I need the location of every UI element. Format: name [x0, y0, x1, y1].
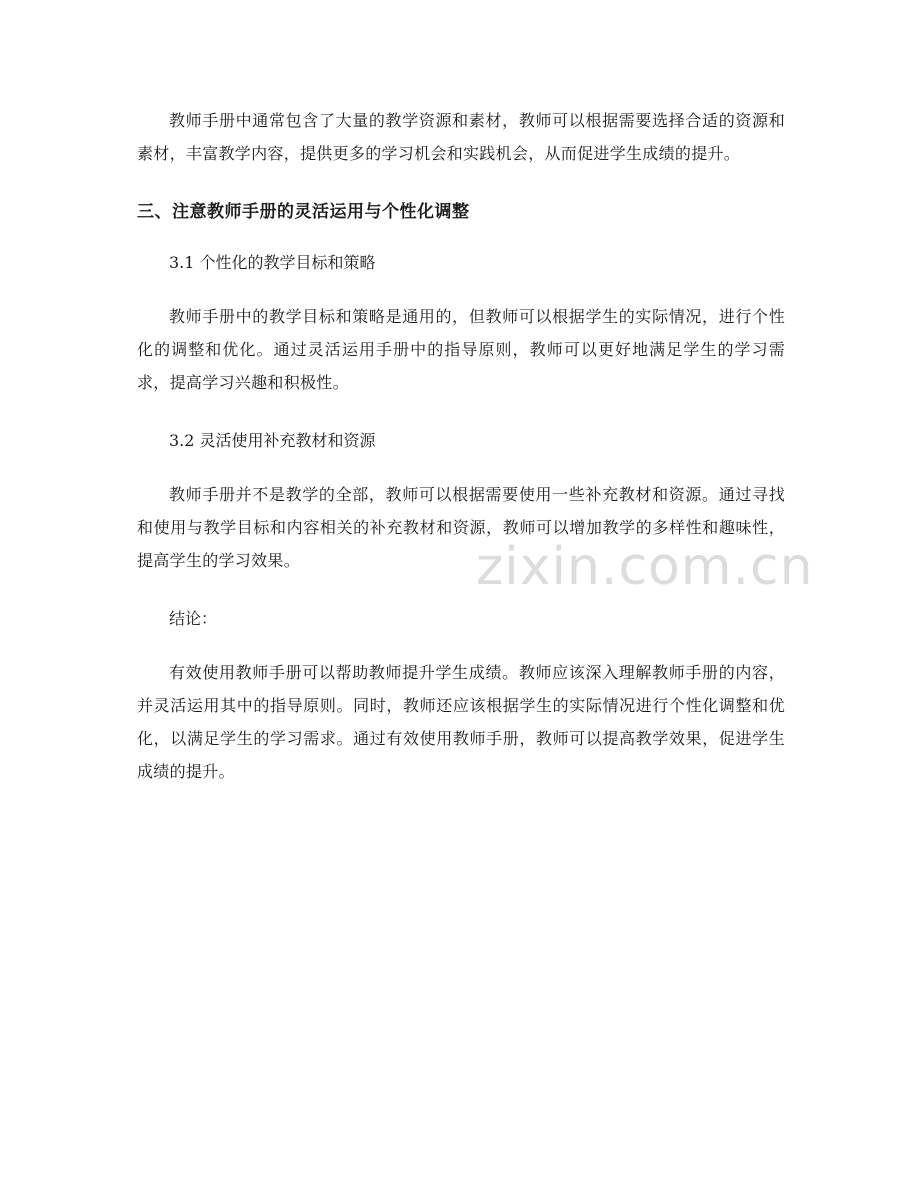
section-3-heading: 三、注意教师手册的灵活运用与个性化调整	[137, 202, 470, 222]
watermark-text: zixin.com.cn	[476, 537, 814, 597]
subsection-3-1-paragraph: 教师手册中的教学目标和策略是通用的，但教师可以根据学生的实际情况，进行个性化的调整和优化。通过灵活运用手册中的指导原则，教师可以更好地满足学生的学习需求，提高学习兴趣和积极性。	[137, 307, 785, 392]
conclusion-heading: 结论：	[169, 609, 218, 628]
conclusion-paragraph: 有效使用教师手册可以帮助教师提升学生成绩。教师应该深入理解教师手册的内容，并灵活运用其中的指导原则。同时，教师还应该根据学生的实际情况进行个性化调整和优化，以满足学生的学习需求。通过有效使用教师手册，教师可以提高教学效果，促进学生成绩的提升。	[137, 663, 785, 781]
subsection-3-2-heading: 3.2 灵活使用补充教材和资源	[169, 431, 376, 450]
subsection-3-2-paragraph: 教师手册并不是教学的全部，教师可以根据需要使用一些补充教材和资源。通过寻找和使用与教学目标和内容相关的补充教材和资源，教师可以增加教学的多样性和趣味性，提高学生的学习效果。	[137, 485, 785, 570]
document-body	[137, 104, 785, 815]
intro-paragraph: 教师手册中通常包含了大量的教学资源和素材，教师可以根据需要选择合适的资源和素材，丰富教学内容，提供更多的学习机会和实践机会，从而促进学生成绩的提升。	[137, 111, 785, 163]
subsection-3-1-heading: 3.1 个性化的教学目标和策略	[169, 253, 376, 272]
